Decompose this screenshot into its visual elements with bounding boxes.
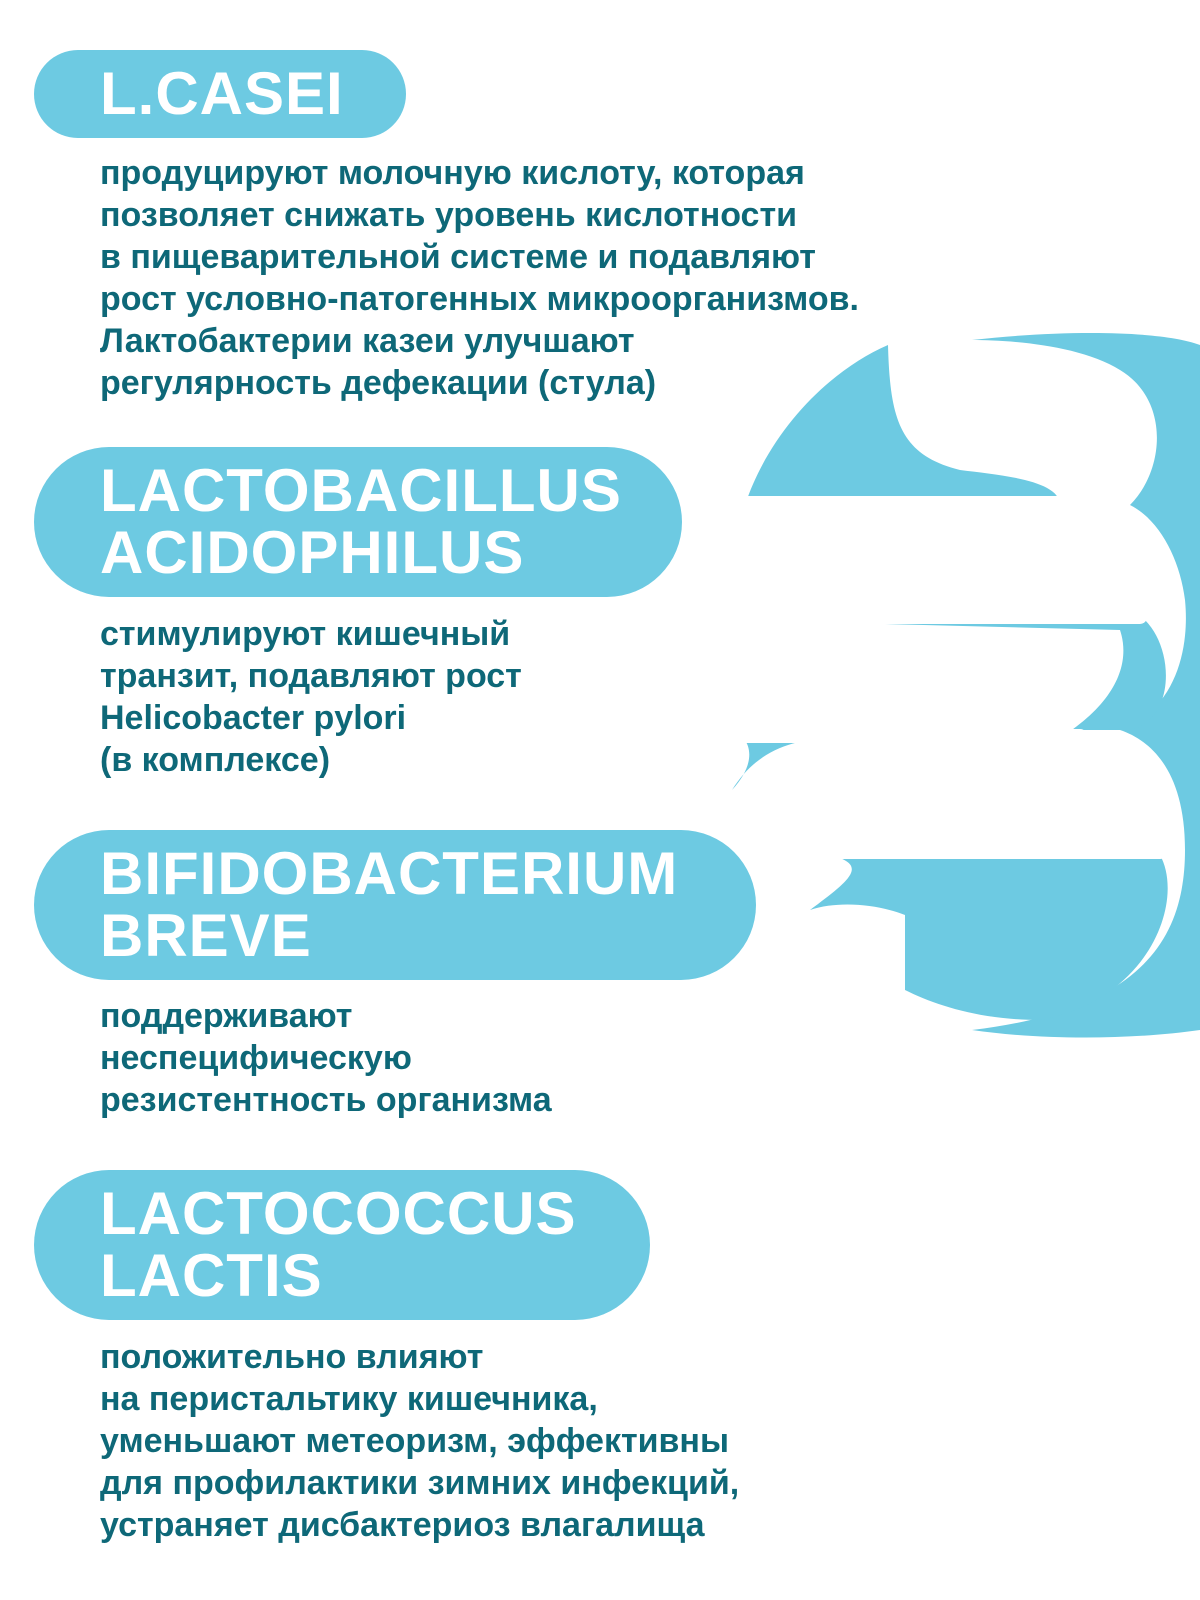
- intestine-middle-band: [730, 620, 1166, 790]
- section-title: ACIDOPHILUS: [100, 519, 525, 586]
- section-title-pill: [34, 50, 406, 138]
- section-title-pill: [34, 1170, 650, 1320]
- description-line: положительно влияют: [100, 1338, 484, 1376]
- description-line: транзит, подавляют рост: [100, 657, 522, 695]
- intestine-shape: [722, 333, 1200, 1037]
- section-title: BIFIDOBACTERIUM: [100, 840, 679, 907]
- description-line: в пищеварительной системе и подавляют: [100, 238, 816, 276]
- description-line: поддерживают: [100, 997, 353, 1035]
- section-title: LACTIS: [100, 1242, 323, 1309]
- section-description: [100, 613, 522, 781]
- description-line: стимулируют кишечный: [100, 615, 511, 653]
- description-line: для профилактики зимних инфекций,: [100, 1464, 740, 1502]
- description-line: регулярность дефекации (стула): [100, 364, 657, 402]
- description-line: Helicobacter pylori: [100, 699, 407, 737]
- section-description: [100, 152, 859, 404]
- description-line: (в комплексе): [100, 741, 331, 779]
- section-title-pill: [34, 447, 682, 597]
- description-line: позволяет снижать уровень кислотности: [100, 196, 798, 234]
- description-line: Лактобактерии казеи улучшают: [100, 322, 635, 360]
- description-line: устраняет дисбактериоз влагалища: [100, 1506, 705, 1544]
- intestine-fold-lines: [722, 503, 1160, 852]
- section-title: L.CASEI: [100, 60, 344, 127]
- description-line: на перистальтику кишечника,: [100, 1380, 598, 1418]
- description-line: резистентность организма: [100, 1081, 552, 1119]
- description-line: рост условно-патогенных микроорганизмов.: [100, 280, 859, 318]
- description-line: уменьшают метеоризм, эффективны: [100, 1422, 729, 1460]
- section-title: LACTOCOCCUS: [100, 1180, 577, 1247]
- section-title: BREVE: [100, 902, 312, 969]
- section-description: [100, 1336, 739, 1546]
- section-description: [100, 995, 552, 1121]
- section-title-pill: [34, 830, 756, 980]
- description-line: продуцируют молочную кислоту, которая: [100, 154, 805, 192]
- description-line: неспецифическую: [100, 1039, 412, 1077]
- section-title: LACTOBACILLUS: [100, 457, 622, 524]
